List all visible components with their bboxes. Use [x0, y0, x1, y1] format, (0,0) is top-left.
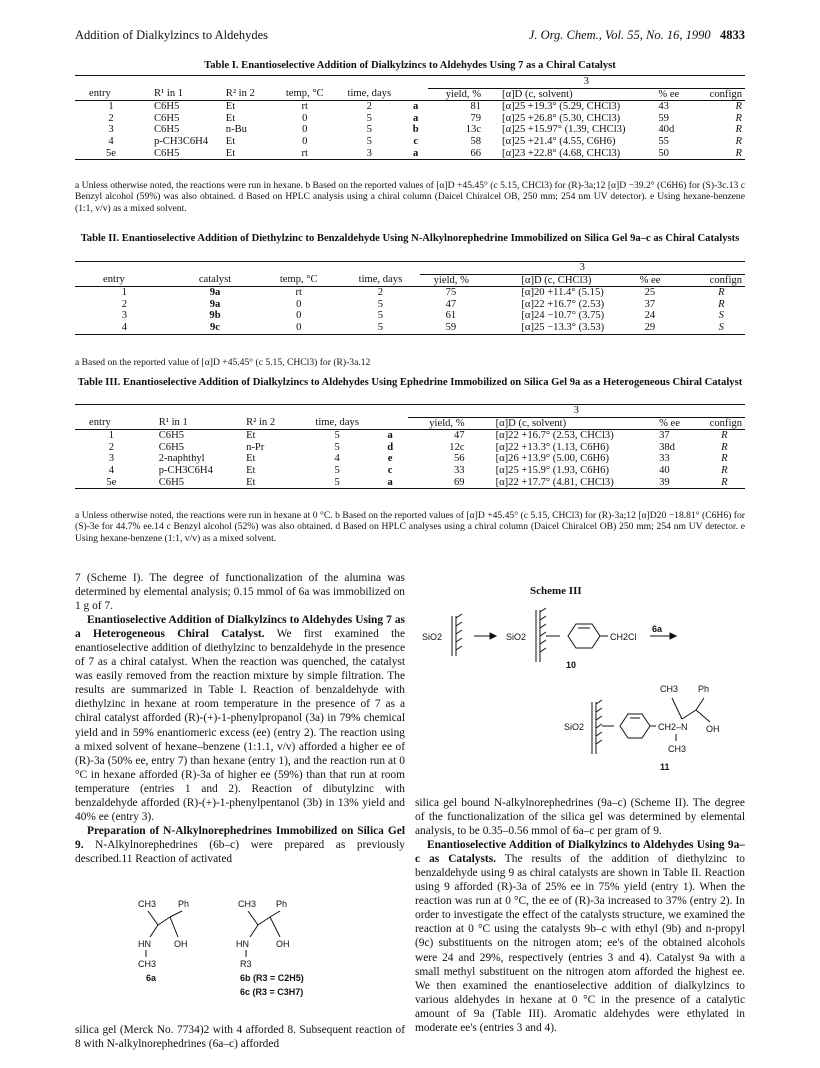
table2-header: entry	[75, 274, 174, 287]
table-cell: 59	[420, 322, 500, 334]
table-cell: S	[698, 322, 745, 334]
bond	[696, 710, 710, 722]
table-row	[75, 124, 745, 136]
table-cell: 43	[658, 101, 669, 113]
table-cell: [α]25 +26.8° (5.30, CHCl3)	[502, 112, 621, 124]
table-cell: 2	[121, 298, 128, 310]
table3-header: time, days	[302, 417, 373, 430]
table-cell: 3	[121, 310, 128, 322]
struct-label: HN	[138, 939, 151, 949]
arrowhead	[490, 633, 496, 639]
paragraph: The results of the addition of diethylzinc to benzaldehyde using 9 as chiral catalysts are shown in Table II. Reaction using 9 afforded (R)-3a of 25% ee in 75% yield (entry 1). When the reaction was run at 0 °C, the ee of (R)-3a increased to 37% (entry 2). In order to investigate the effect of the catalysts structure, we examined the reaction at 0 °C using the catalysts 9b–c with ethyl (9b) and n-propyl (9c) substituents on the nitrogen atom; ee's of the obtained alcohols were 24 and 29%, respectively (entries 3 and 4). Catalyst 9a with a small methyl substituent on the nitrogen atom afforded the highest ee. We then examined the enantioselective addition of dialkylzincs to various aldehydes in hexane at 0 °C in the presence of a catalytic amount of 9a (Table III). Aromatic aldehydes were ethylated in moderate ee's (entries 3 and 4).	[415, 853, 745, 1034]
struct-label: OH	[174, 939, 188, 949]
struct-label: 6a	[652, 624, 663, 634]
table-cell: 0	[296, 298, 302, 310]
table-cell: C6H5	[137, 477, 243, 489]
paragraph: We first examined the enantioselective addition of diethylzinc to benzaldehyde in the presence of 7 as a chiral catalyst. When the reaction was quenched, the catalyst was easily removed from the reaction mixture by simple filtration. The results are summarized in Table I. Reaction of benzaldehyde with diethylzinc in hexane at room temperature in the presence of 7 as a chiral catalyst afforded (R)-(+)-1-phenylpropanol (3a) in 79% chemical yield and in 59% enantiomeric excess (ee) (entry 2). The reaction using a mixed solvent of hexane–benzene (1:1.1, v/v) afforded a higher ee of (R)-3a (50% ee, entry 7) than hexane (entry 1), and the reaction run at 0 °C in hexane afforded (R)-3a of higher ee (59%) than that run at room temperature (entries 1 and 2). Reaction of dibutylzinc with benzaldehyde afforded (R)-(+)-1-phenylpentanol (3b) in 13% yield and 40% ee (entry 3).	[75, 628, 405, 823]
struct-label: CH3	[668, 744, 687, 754]
table-cell: Et	[246, 453, 256, 465]
table-cell: 0	[302, 124, 308, 136]
table-cell: 25	[644, 287, 656, 299]
table-cell: 9c	[174, 322, 256, 334]
table-cell: 79	[470, 112, 482, 124]
norephedrine-structures	[130, 895, 370, 1015]
struct-label: SiO2	[506, 632, 527, 642]
table-cell: C6H5	[153, 124, 180, 136]
bond	[696, 698, 704, 710]
table-cell: C6H5	[153, 112, 180, 124]
struct-label: R3	[240, 959, 252, 969]
table-cell: 33	[453, 464, 465, 476]
table-cell: R	[735, 124, 742, 136]
struct-label: OH	[706, 724, 720, 734]
section-heading: Preparation of N-Alkylnorephedrines Immobilized on Silica Gel 9.	[75, 824, 405, 851]
table-cell: R	[721, 430, 728, 442]
table2-footnote: a Based on the reported value of [α]D +45.45° (c 5.15, CHCl3) for (R)-3a.12	[75, 357, 371, 368]
table-cell: R	[721, 441, 728, 453]
table3-header: R¹ in 1	[137, 417, 243, 430]
table1-caption: Table I. Enantioselective Addition of Dialkylzincs to Aldehydes Using 7 as a Chiral Catalyst	[204, 60, 616, 71]
table-cell: R	[735, 135, 742, 147]
table-row	[75, 442, 745, 454]
table-cell: Et	[246, 430, 256, 442]
bond	[258, 917, 270, 925]
table-cell: 9a	[209, 287, 221, 299]
table-cell: [α]22 +16.7° (2.53)	[521, 298, 605, 310]
table-cell: 50	[655, 148, 706, 160]
table-cell: Et	[243, 477, 302, 489]
table-cell: 55	[658, 135, 669, 147]
struct-label: CH3	[138, 899, 157, 909]
journal-citation: J. Org. Chem., Vol. 55, No. 16, 1990 4833	[528, 28, 745, 42]
table3-header: % ee	[656, 417, 704, 430]
table-cell: 5	[334, 430, 340, 442]
compound-label: 6c (R3 = C3H7)	[240, 987, 304, 997]
table-cell: e	[387, 453, 393, 465]
bond	[148, 911, 158, 925]
table-cell: [α]24 −10.7° (3.75)	[521, 310, 605, 322]
struct-label: SiO2	[564, 722, 585, 732]
table1-header: temp, °C	[275, 88, 335, 101]
arrowhead	[670, 633, 676, 639]
table-cell: C6H5	[158, 430, 185, 442]
table3-header: entry	[75, 417, 137, 430]
bond	[170, 911, 182, 917]
table-cell: 47	[445, 298, 457, 310]
compound-label: 11	[660, 762, 670, 772]
section-heading: Enantioselective Addition of Dialkylzincs to Aldehydes Using 7 as a Heterogeneous Chiral Catalyst.	[75, 614, 405, 641]
table-cell: R	[704, 477, 745, 489]
paragraph: 7 (Scheme I). The degree of functionalization of the alumina was determined by elemental analysis; 0.15 mmol of 6a was immobilized on 1 g of 7.	[75, 572, 405, 613]
table3-footnote: a Unless otherwise noted, the reactions were run in hexane at 0 °C. b Based on the reported values of [α]D +45.45° (c 5.15, CHCl3) for (R)-3a;12 [α]D20 −18.81° (C6H6) for (S)-3e for 44.7% ee.14 c Benzyl alcohol (52%) was also obtained. d Based on HPLC analyses using a chiral column (Daicel Chiralcel OB) 250 mm; 254 nm UV detector. e Using hexane-benzene (1:1, v/v) as a mixed solvent.	[75, 510, 745, 544]
table-cell: a	[404, 148, 428, 160]
struct-label: CH3	[238, 899, 257, 909]
table-cell: 4	[75, 322, 174, 334]
table-cell: R	[718, 287, 725, 299]
table-row	[75, 430, 745, 442]
bond	[270, 917, 280, 937]
struct-label: Ph	[698, 684, 710, 694]
table3	[75, 404, 745, 489]
table3-header: [α]D (c, solvent)	[468, 417, 657, 430]
table-cell: 3	[335, 148, 404, 160]
table-cell: a	[387, 430, 393, 442]
running-header	[75, 28, 745, 46]
table-cell: 33	[659, 453, 670, 465]
table3-header: confign	[704, 417, 745, 430]
scheme-iii	[420, 598, 750, 778]
table-cell: 24	[644, 310, 656, 322]
struct-label: SiO2	[422, 632, 443, 642]
bond	[158, 917, 170, 925]
table-cell: C6H5	[153, 101, 180, 113]
table-row	[75, 148, 745, 160]
page-number: 4833	[720, 28, 745, 42]
table-cell: 5	[366, 112, 372, 124]
table-cell: [α]20 +11.4° (5.15)	[521, 287, 604, 299]
table-cell: R	[735, 101, 742, 113]
table-cell: 69	[408, 477, 468, 489]
table-cell: R	[735, 112, 742, 124]
table-cell: rt	[275, 148, 335, 160]
left-column-bottom	[75, 1023, 405, 1051]
table-cell: [α]23 +22.8° (4.68, CHCl3)	[484, 148, 655, 160]
table3-header: R² in 2	[243, 417, 302, 430]
table1-header	[404, 88, 428, 101]
paragraph: N-Alkylnorephedrines (6b–c) were prepared as previously described.11 Reaction of activated	[75, 838, 405, 865]
section-heading: Enantioselective Addition of Dialkylzincs to Aldehydes Using 9a–c as Catalysts.	[415, 839, 745, 866]
table1-header: entry	[75, 88, 136, 101]
table-cell: 2	[377, 287, 384, 299]
table-cell: 12c	[449, 441, 465, 453]
table-cell: 59	[658, 112, 669, 124]
table-cell: 0	[302, 112, 308, 124]
table-cell: R	[718, 298, 725, 310]
table3-body	[75, 430, 745, 489]
struct-label: Ph	[178, 899, 190, 909]
struct-label: CH3	[138, 959, 157, 969]
table1-body	[75, 101, 745, 160]
table1-header: yield, %	[428, 88, 485, 101]
table1-footnote: a Unless otherwise noted, the reactions were run in hexane. b Based on the reported values of [α]D +45.45° (c 5.15, CHCl3) for (R)-3a;12 [α]D −39.2° (C6H6) for (S)-3c.13 c Benzyl alcohol (59%) was also obtained. d Based on HPLC analysis using a chiral column (Daicel Chiralcel OB, 250 mm; 254 nm UV detector). e Using hexane-benzene (1:1, v/v) as a mixed solvent.	[75, 180, 745, 214]
bond	[672, 698, 682, 719]
bond	[682, 710, 696, 719]
table2-header: % ee	[637, 274, 698, 287]
table-cell: [α]22 +13.3° (1.13, C6H6)	[495, 441, 610, 453]
table-cell: 9b	[209, 310, 221, 322]
table-cell: Et	[225, 101, 236, 113]
table-cell: a	[373, 477, 408, 489]
table-cell: Et	[223, 148, 275, 160]
table-cell: 37	[644, 298, 656, 310]
table-cell: [α]25 +15.97° (1.39, CHCl3)	[502, 124, 626, 136]
table-cell: 4	[108, 135, 114, 147]
table2-header: [α]D (c, CHCl3)	[499, 274, 636, 287]
table-cell: 5	[366, 124, 372, 136]
table-cell: 1	[108, 430, 114, 442]
table-cell: 3	[108, 124, 114, 136]
table-cell: d	[387, 441, 394, 453]
table-cell: rt	[295, 287, 302, 299]
table-cell: C6H5	[158, 441, 185, 453]
table1-header: R² in 2	[223, 88, 275, 101]
struct-label: CH3	[660, 684, 679, 694]
table-cell: 47	[453, 430, 465, 442]
table-cell: p-CH3C6H4	[158, 464, 213, 476]
table-row	[75, 465, 745, 477]
bond	[270, 911, 280, 917]
table-cell: 4	[108, 464, 114, 476]
table-cell: 5	[377, 310, 384, 322]
table-cell: 5	[377, 298, 384, 310]
table-cell: [α]22 +17.7° (4.81, CHCl3)	[468, 477, 657, 489]
table-cell: R	[721, 464, 728, 476]
struct-label: OH	[276, 939, 290, 949]
table-row	[75, 453, 745, 465]
table1-header: R¹ in 1	[136, 88, 223, 101]
table-cell: 38d	[659, 441, 675, 453]
table3-caption: Table III. Enantioselective Addition of Dialkylzincs to Aldehydes Using Ephedrine Immobilized on Silica Gel 9a as a Heterogeneous Chiral Catalyst	[77, 377, 743, 388]
table1-header: confign	[707, 88, 745, 101]
table-cell: [α]25 +15.9° (1.93, C6H6)	[495, 464, 610, 476]
table-row	[75, 101, 745, 113]
table-cell: 29	[637, 322, 698, 334]
table-cell: 58	[470, 135, 482, 147]
table-cell: c	[387, 464, 393, 476]
silica-surface	[452, 614, 462, 656]
table-cell: 5e	[75, 477, 137, 489]
table-cell: 2	[108, 112, 114, 124]
table-cell: 1	[108, 101, 114, 113]
table-cell: b	[412, 124, 419, 136]
table-cell: [α]26 +13.9° (5.00, C6H6)	[495, 453, 610, 465]
compound-label: 6b (R3 = C2H5)	[240, 973, 304, 983]
table-cell: 5	[366, 135, 372, 147]
table-cell: Et	[246, 464, 256, 476]
table-row	[75, 322, 745, 334]
table-cell: R	[707, 148, 745, 160]
table-row	[75, 310, 745, 322]
table-cell: 5	[334, 441, 340, 453]
bond	[250, 925, 258, 937]
struct-label: CH2Cl	[610, 632, 637, 642]
table-cell: 56	[453, 453, 465, 465]
table2	[75, 261, 745, 335]
table3-header: yield, %	[408, 417, 468, 430]
table-cell: 9a	[209, 298, 221, 310]
table2-header: time, days	[341, 274, 419, 287]
table-cell: R	[721, 453, 728, 465]
struct-label: CH2–N	[658, 722, 688, 732]
table-cell: c	[413, 135, 419, 147]
table-cell: 0	[256, 322, 341, 334]
table2-header: yield, %	[420, 274, 500, 287]
table-cell: p-CH3C6H4	[153, 135, 209, 147]
table-row	[75, 287, 745, 299]
table-cell: a	[413, 112, 419, 124]
paragraph: silica gel bound N-alkylnorephedrines (9a–c) (Scheme II). The degree of the functionalization of the silica gel was determined by elemental analysis, to be 0.35–0.56 mmol of 6a–c per gram of 9.	[415, 797, 745, 838]
table3-header	[373, 417, 408, 430]
table-cell: [α]25 +21.4° (4.55, C6H6)	[502, 135, 616, 147]
table-cell: [α]22 +16.7° (2.53, CHCl3)	[495, 430, 614, 442]
table2-body	[75, 287, 745, 334]
table-cell: 40d	[658, 124, 675, 136]
table-cell: 61	[445, 310, 457, 322]
compound-label: 10	[566, 660, 577, 670]
table1-group-header: 3	[428, 76, 745, 89]
table-cell: 5	[341, 322, 419, 334]
table-cell: 2	[366, 101, 372, 113]
paragraph: silica gel (Merck No. 7734)2 with 4 afforded 8. Subsequent reaction of 8 with N-alkylnorephedrines (6a–c) afforded	[75, 1024, 405, 1051]
table-cell: 37	[659, 430, 670, 442]
scheme-title: Scheme III	[530, 585, 582, 597]
table-cell: 1	[121, 287, 128, 299]
table1-header: [α]D (c, solvent)	[484, 88, 655, 101]
table2-group-header: 3	[420, 262, 745, 275]
table-cell: 75	[445, 287, 457, 299]
table2-header: temp, °C	[256, 274, 341, 287]
table-cell: 5e	[75, 148, 136, 160]
table-cell: 4	[334, 453, 340, 465]
running-title: Addition of Dialkylzincs to Aldehydes	[75, 28, 269, 42]
table-cell: n-Bu	[225, 124, 247, 136]
bond	[150, 925, 158, 937]
table-cell: 66	[428, 148, 485, 160]
table3-group-header: 3	[408, 405, 745, 418]
table-cell: [α]25 −13.3° (3.53)	[499, 322, 636, 334]
bond	[248, 911, 258, 925]
table-cell: 5	[302, 477, 373, 489]
table-cell: C6H5	[136, 148, 223, 160]
struct-label: HN	[236, 939, 249, 949]
table2-header: catalyst	[174, 274, 256, 287]
table1	[75, 75, 745, 160]
compound-label: 6a	[146, 973, 157, 983]
silica-surface	[536, 608, 546, 662]
silica-surface	[592, 700, 602, 754]
table1-header: time, days	[335, 88, 404, 101]
table-row	[75, 477, 745, 489]
left-column	[75, 571, 405, 866]
table-cell: rt	[301, 101, 308, 113]
table-row	[75, 136, 745, 148]
table-cell: Et	[225, 135, 236, 147]
table-cell: [α]25 +19.3° (5.29, CHCl3)	[502, 101, 621, 113]
struct-label: Ph	[276, 899, 288, 909]
table-cell: 39	[656, 477, 704, 489]
table-cell: S	[718, 310, 724, 322]
table-cell: 5	[334, 464, 340, 476]
table2-header: confign	[698, 274, 745, 287]
table-cell: 0	[302, 135, 308, 147]
table-row	[75, 113, 745, 125]
table-cell: a	[413, 101, 419, 113]
table-cell: 13c	[465, 124, 482, 136]
table-row	[75, 299, 745, 311]
table2-caption: Table II. Enantioselective Addition of Diethylzinc to Benzaldehyde Using N-Alkylnorephedrine Immobilized on Silica Gel 9a–c as Chiral Catalysts	[80, 233, 740, 244]
table-cell: 81	[470, 101, 482, 113]
table-cell: 2-naphthyl	[158, 453, 205, 465]
table-cell: Et	[225, 112, 236, 124]
bond	[170, 917, 178, 937]
table-cell: 3	[108, 453, 114, 465]
table-cell: 0	[296, 310, 302, 322]
table-cell: 2	[108, 441, 114, 453]
table1-header: % ee	[655, 88, 706, 101]
table-cell: 40	[659, 464, 670, 476]
table-cell: n-Pr	[246, 441, 265, 453]
right-column	[415, 796, 745, 1035]
